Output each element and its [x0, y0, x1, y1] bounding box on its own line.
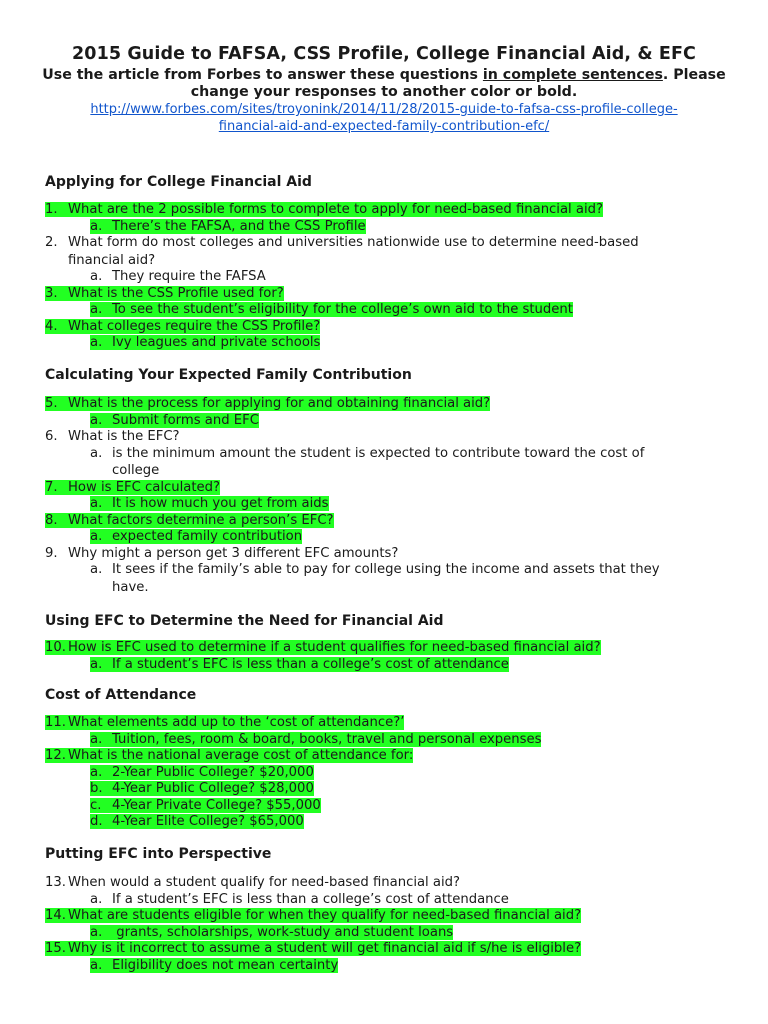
question-number: 6.: [45, 429, 58, 444]
question-number: 13.: [45, 875, 66, 890]
question-text-run: [45, 941, 581, 956]
question-number: 10.: [45, 640, 66, 655]
question-text-run: [45, 908, 581, 923]
answer-text-run: [90, 335, 320, 350]
question-number: 4.: [45, 318, 58, 334]
answer: [90, 496, 329, 513]
answer-letter: a.: [90, 496, 103, 511]
answer-letter: a.: [90, 218, 103, 234]
answer: [90, 925, 453, 942]
instructions-text-end: . Please: [662, 67, 726, 83]
question-text-run: [45, 640, 601, 655]
answer-text-run: [90, 446, 644, 461]
question-number: 7.: [45, 479, 58, 495]
question: [45, 480, 220, 497]
answer-letter: a.: [90, 891, 103, 907]
answer: [90, 219, 366, 236]
instructions: [30, 67, 738, 101]
question-text: What factors determine a person’s EFC?: [68, 512, 334, 528]
answer-text-run: [90, 302, 573, 317]
question-number: 9.: [45, 545, 58, 561]
question: [45, 319, 320, 336]
answer-text: 4-Year Public College? $28,000: [112, 781, 314, 796]
instructions-line-2: change your responses to another color or bold.: [190, 84, 578, 100]
answer: [90, 413, 259, 430]
question-number: 1.: [45, 202, 58, 217]
instructions-text: Use the article from Forbes to answer these questions: [42, 67, 483, 83]
answer-text-run: [90, 814, 304, 829]
question-text: How is EFC used to determine if a student qualifies for need-based financial aid?: [68, 640, 601, 655]
question: [45, 640, 601, 657]
question-number: 11.: [45, 715, 66, 730]
answer-text: They require the FAFSA: [112, 269, 266, 284]
question-text: Why might a person get 3 different EFC amounts?: [68, 545, 399, 561]
question-number: 15.: [45, 941, 66, 956]
question-text-run: [45, 286, 284, 301]
question: [45, 875, 460, 892]
answer-text: expected family contribution: [112, 529, 303, 544]
link-line-2[interactable]: financial-aid-and-expected-family-contribution-efc/: [218, 119, 550, 134]
answer-text: It sees if the family’s able to pay for college using the income and assets that they: [112, 562, 660, 577]
answer-text: Submit forms and EFC: [112, 412, 259, 428]
question-text-run: [45, 396, 490, 411]
answer: [90, 781, 314, 798]
answer: [90, 892, 509, 909]
answer-continuation: college: [112, 463, 160, 478]
answer-letter: d.: [90, 814, 103, 829]
question-text-run: [45, 875, 460, 890]
question-text: Why is it incorrect to assume a student will get financial aid if s/he is eligible?: [68, 941, 582, 956]
question-number: 14.: [45, 908, 66, 923]
answer-text-run: [90, 529, 302, 544]
answer-letter: a.: [90, 529, 103, 544]
question-text: What elements add up to the ‘cost of attendance?’: [68, 715, 405, 730]
answer-text: There’s the FAFSA, and the CSS Profile: [112, 218, 366, 234]
answer-letter: a.: [90, 731, 103, 747]
question: [45, 286, 284, 303]
question-text-run: [45, 513, 334, 528]
answer-text-run: [90, 657, 509, 672]
answer-text-run: [90, 219, 366, 234]
question-text: What is the national average cost of attendance for:: [68, 748, 414, 763]
question-text-run: [45, 429, 180, 444]
answer: [90, 657, 509, 674]
answer-text-run: [90, 958, 338, 973]
answer-letter: a.: [90, 302, 103, 317]
question: [45, 715, 404, 732]
answer-text: 2-Year Public College? $20,000: [112, 764, 314, 780]
question-text-run: [45, 480, 220, 495]
question-text: What are the 2 possible forms to complete to apply for need-based financial aid?: [68, 202, 604, 217]
answer-letter: a.: [90, 412, 103, 428]
answer: [90, 732, 541, 749]
answer: [90, 446, 644, 463]
question-text: What is the EFC?: [68, 429, 180, 444]
answer-text-run: [90, 925, 453, 940]
answer-text-run: [90, 562, 660, 577]
question-number: 8.: [45, 512, 58, 528]
answer-letter: a.: [90, 445, 103, 461]
question-number: 3.: [45, 285, 58, 301]
answer: [90, 814, 304, 831]
answer: [90, 269, 266, 286]
question-text: What are students eligible for when they qualify for need-based financial aid?: [68, 908, 582, 923]
question-continuation: financial aid?: [68, 252, 156, 268]
answer-text: It is how much you get from aids: [112, 496, 329, 511]
answer-text-run: [90, 496, 329, 511]
answer-letter: a.: [90, 957, 103, 973]
answer-text-run: [90, 732, 541, 747]
question-text: What is the CSS Profile used for?: [68, 285, 284, 301]
answer-text-run: [90, 765, 314, 780]
answer-text: Tuition, fees, room & board, books, travel and personal expenses: [112, 731, 542, 747]
answer-text: grants, scholarships, work-study and student loans: [112, 924, 454, 940]
answer-text: Eligibility does not mean certainty: [112, 957, 339, 973]
answer-letter: a.: [90, 764, 103, 780]
answer-letter: b.: [90, 781, 103, 796]
question: [45, 202, 603, 219]
section-heading: Putting EFC into Perspective: [45, 846, 272, 862]
answer-text: To see the student’s eligibility for the college’s own aid to the student: [112, 302, 573, 317]
answer-text-run: [90, 269, 266, 284]
section-heading: Calculating Your Expected Family Contribution: [45, 367, 412, 383]
answer-text: is the minimum amount the student is expected to contribute toward the cost of: [112, 445, 645, 461]
answer-letter: a.: [90, 562, 103, 577]
question: [45, 429, 180, 446]
instructions-emphasis: in complete sentences: [482, 67, 663, 83]
question: [45, 748, 413, 765]
answer: [90, 562, 660, 579]
document-title: 2015 Guide to FAFSA, CSS Profile, College Financial Aid, & EFC: [72, 44, 696, 64]
answer-text: Ivy leagues and private schools: [112, 335, 321, 350]
question: [45, 235, 639, 252]
question-text-run: [45, 202, 603, 217]
answer: [90, 335, 320, 352]
answer: [90, 302, 573, 319]
question-number: 5.: [45, 396, 58, 411]
answer-letter: c.: [90, 797, 102, 813]
section-heading: Using EFC to Determine the Need for Financial Aid: [45, 613, 444, 629]
question: [45, 546, 398, 563]
answer: [90, 529, 302, 546]
question-text: How is EFC calculated?: [68, 479, 221, 495]
answer-text: 4-Year Private College? $55,000: [112, 797, 321, 813]
answer-text: 4-Year Elite College? $65,000: [112, 814, 304, 829]
answer-text: If a student’s EFC is less than a college’s cost of attendance: [112, 891, 509, 907]
question-text-run: [45, 715, 404, 730]
answer-text-run: [90, 781, 314, 796]
answer-text: If a student’s EFC is less than a college’s cost of attendance: [112, 656, 509, 672]
answer: [90, 765, 314, 782]
question-text: What form do most colleges and universities nationwide use to determine need-based: [68, 235, 639, 250]
answer-text-run: [90, 798, 321, 813]
question: [45, 513, 334, 530]
answer-text-run: [90, 892, 509, 907]
answer: [90, 798, 321, 815]
question-text: What is the process for applying for and obtaining financial aid?: [68, 396, 491, 411]
answer-letter: a.: [90, 269, 103, 284]
question-text-run: [45, 319, 320, 334]
answer-letter: a.: [90, 924, 103, 940]
section-heading: Cost of Attendance: [45, 687, 197, 703]
question-text: When would a student qualify for need-based financial aid?: [68, 875, 461, 890]
answer-letter: a.: [90, 656, 103, 672]
answer-letter: a.: [90, 335, 103, 350]
answer-text-run: [90, 413, 259, 428]
question-text-run: [45, 748, 413, 763]
forbes-article-link[interactable]: [20, 101, 748, 135]
question-number: 12.: [45, 748, 66, 763]
question: [45, 908, 581, 925]
question: [45, 396, 490, 413]
answer-continuation: have.: [112, 579, 149, 595]
section-heading: Applying for College Financial Aid: [45, 174, 312, 190]
link-line-1[interactable]: http://www.forbes.com/sites/troyonink/2014/11/28/2015-guide-to-fafsa-css-profile-college-: [90, 102, 678, 117]
question-text-run: [45, 546, 398, 561]
question: [45, 941, 581, 958]
answer: [90, 958, 338, 975]
question-text: What colleges require the CSS Profile?: [68, 318, 321, 334]
question-number: 2.: [45, 235, 58, 250]
question-text-run: [45, 235, 639, 250]
